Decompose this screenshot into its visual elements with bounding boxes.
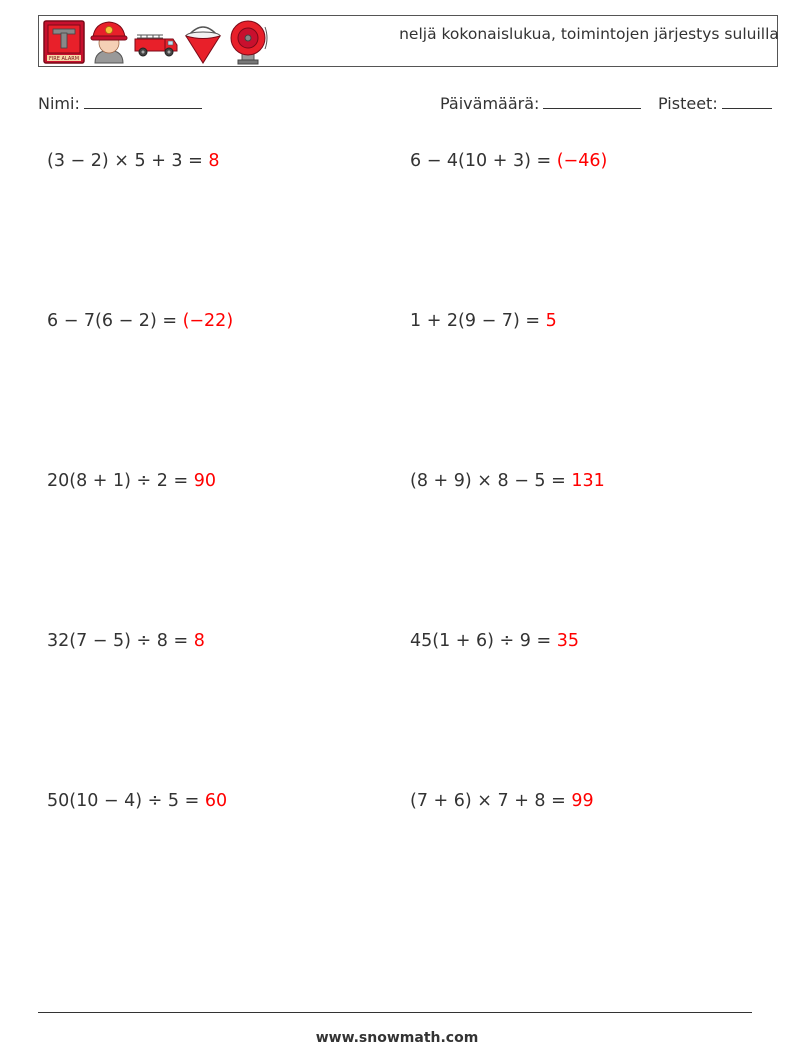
problem-expression: 45(1 + 6) ÷ 9 =	[410, 631, 557, 651]
problem-answer: 131	[571, 471, 605, 491]
problem-expression: 6 − 4(10 + 3) =	[410, 151, 557, 171]
problem-answer: 99	[571, 791, 594, 811]
worksheet-header	[38, 15, 778, 67]
alarm-box-label: FIRE ALARM	[48, 56, 80, 62]
problem-10	[410, 791, 594, 811]
problem-answer: 8	[193, 631, 205, 651]
problem-4	[410, 311, 557, 331]
problem-answer: 8	[208, 151, 220, 171]
name-blank[interactable]	[84, 94, 202, 109]
date-label: Päivämäärä:	[440, 94, 540, 113]
problem-answer: 60	[204, 791, 228, 811]
problem-expression: 1 + 2(9 − 7) =	[410, 311, 546, 331]
problem-2	[410, 151, 607, 171]
problem-expression: 6 − 7(6 − 2) =	[47, 311, 183, 331]
problem-expression: 32(7 − 5) ÷ 8 =	[47, 631, 194, 651]
problem-answer: 90	[193, 471, 216, 491]
score-blank[interactable]	[722, 94, 772, 109]
footer-url[interactable]: www.snowmath.com	[315, 1030, 479, 1046]
date-field	[440, 94, 641, 113]
problem-7	[47, 631, 205, 651]
problem-expression: 50(10 − 4) ÷ 5 =	[47, 791, 205, 811]
name-label: Nimi:	[38, 94, 80, 113]
problem-5	[47, 471, 216, 491]
problem-answer: 35	[556, 631, 579, 651]
date-blank[interactable]	[543, 94, 641, 109]
problem-answer: (−22)	[182, 311, 234, 331]
problem-expression: 20(8 + 1) ÷ 2 =	[47, 471, 194, 491]
name-field	[38, 94, 202, 113]
problem-3	[47, 311, 233, 331]
footer-divider	[38, 1012, 752, 1013]
fire-truck-icon	[133, 19, 179, 65]
fire-bucket-icon	[183, 19, 223, 65]
problem-8	[410, 631, 579, 651]
fire-alarm-bell-icon	[227, 19, 269, 65]
worksheet-title: neljä kokonaislukua, toimintojen järjestys suluilla	[399, 25, 779, 43]
problem-answer: 5	[545, 311, 557, 331]
fire-alarm-box-icon	[43, 19, 85, 65]
problem-1	[47, 151, 220, 171]
problem-answer: (−46)	[556, 151, 608, 171]
score-field	[658, 94, 772, 113]
header-icons	[43, 19, 269, 65]
firefighter-icon	[89, 19, 129, 65]
problem-9	[47, 791, 227, 811]
problem-6	[410, 471, 605, 491]
problem-expression: (8 + 9) × 8 − 5 =	[410, 471, 572, 491]
problem-expression: (7 + 6) × 7 + 8 =	[410, 791, 572, 811]
score-label: Pisteet:	[658, 94, 718, 113]
problem-expression: (3 − 2) × 5 + 3 =	[47, 151, 209, 171]
